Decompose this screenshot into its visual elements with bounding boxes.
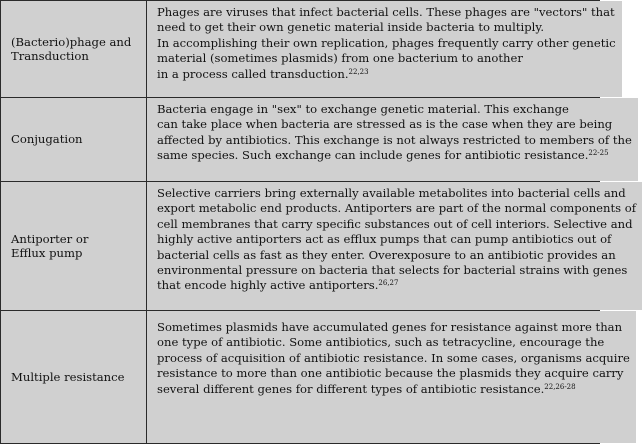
- description-text: several different genes for different types of antibiotic resistance.: [157, 381, 545, 396]
- description-text: Sometimes plasmids have accumulated genes for resistance against more than: [157, 320, 623, 334]
- description-text: same species. Such exchange can include genes for antibiotic resistance.: [157, 148, 589, 163]
- term-text: Multiple resistance: [11, 369, 125, 384]
- description-text: In accomplishing their own replication, phages frequently carry other genetic: [157, 35, 616, 50]
- description-text: highly active antiporters act as efflux pumps that can pump antibiotics out of: [157, 232, 612, 247]
- description-text: cell membranes that carry specific substances out of cell interiors. Selective and: [157, 216, 633, 231]
- description-text: Phages are viruses that infect bacterial cells. These phages are "vectors" that: [157, 5, 615, 19]
- description-text: that encode highly active antiporters.: [157, 278, 379, 293]
- table-row: [1, 181, 637, 310]
- description-text: one type of antibiotic. Some antibiotics, such as tetracycline, encourage the: [157, 335, 605, 350]
- reference-superscript: 22-25: [588, 149, 609, 158]
- table-row: [1, 1, 616, 97]
- term-text: Efflux pump: [11, 246, 83, 260]
- description-text: affected by antibiotics. This exchange is not always restricted to members of the: [157, 132, 632, 147]
- term-text: Transduction: [11, 49, 89, 63]
- description-text: Selective carriers bring externally available metabolites into bacterial cells and: [157, 186, 626, 200]
- description-cell: [147, 98, 638, 181]
- term-text: Antiporter or: [11, 231, 89, 246]
- description-text: can take place when bacteria are stressed as is the case when they are being: [157, 117, 613, 132]
- description-cell: [147, 182, 642, 310]
- description-text: environmental pressure on bacteria that selects for bacterial strains with genes: [157, 263, 628, 278]
- description-text: process of acquisition of antibiotic resistance. In some cases, organisms acquire: [157, 350, 630, 365]
- term-cell: [1, 1, 147, 97]
- description-text: material (sometimes plasmids) from one bacterium to another: [157, 51, 523, 66]
- term-cell: [1, 98, 147, 181]
- table-row: [1, 97, 632, 181]
- description-cell: [147, 311, 636, 443]
- term-cell: [1, 311, 147, 443]
- description-text: resistance to more than one antibiotic because the plasmids they acquire carry: [157, 366, 624, 381]
- description-text: in a process called transduction.: [157, 66, 349, 81]
- reference-superscript: 22,26-28: [544, 382, 576, 391]
- description-text: bacterial cells as fast as they enter. Overexposure to an antibiotic provides an: [157, 247, 616, 262]
- term-text: (Bacterio)phage and: [11, 34, 132, 49]
- term-cell: [1, 182, 147, 310]
- description-text: export metabolic end products. Antiporters are part of the normal components of: [157, 201, 637, 216]
- reference-superscript: 22,23: [348, 67, 369, 76]
- description-text: Bacteria engage in "sex" to exchange genetic material. This exchange: [157, 102, 569, 116]
- description-text: need to get their own genetic material inside bacteria to multiply.: [157, 20, 545, 35]
- term-text: Conjugation: [11, 132, 83, 147]
- reference-superscript: 26,27: [378, 279, 399, 288]
- description-cell: [147, 1, 622, 97]
- table-row: [1, 310, 630, 443]
